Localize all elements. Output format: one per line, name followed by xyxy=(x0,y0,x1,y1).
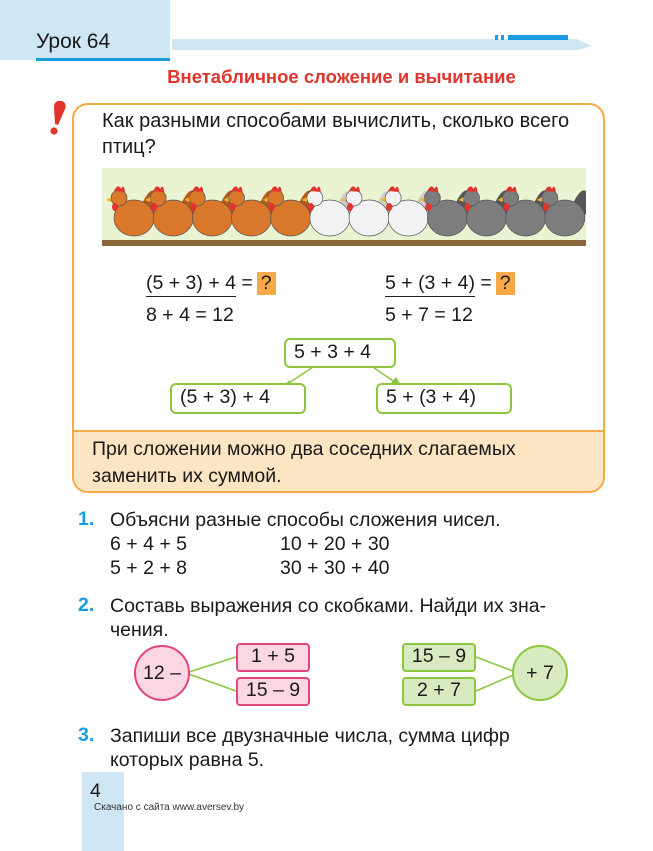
right-expr-question: ? xyxy=(496,272,515,295)
scheme-right-box: 5 + (3 + 4) xyxy=(376,383,512,414)
right-expr-line1: 5 + (3 + 4) xyxy=(385,272,475,297)
left-expr-eq: = xyxy=(241,272,253,294)
page-title: Внетабличное сложение и вычитание xyxy=(167,66,516,87)
right-expr-line2: 5 + 7 = 12 xyxy=(385,304,473,326)
task2-right-circle: + 7 xyxy=(526,662,554,684)
task2-text-cont: чения. xyxy=(110,619,169,641)
task2-number: 2. xyxy=(78,594,95,616)
right-expr-eq: = xyxy=(480,272,492,294)
task2-left-box-1: 1 + 5 xyxy=(236,643,310,672)
left-expr-line1: (5 + 3) + 4 xyxy=(146,272,236,297)
task2-right-box-2: 2 + 7 xyxy=(402,677,476,706)
task2-right-box-1: 15 – 9 xyxy=(402,643,476,672)
task1-number: 1. xyxy=(78,508,95,530)
left-expr-line2: 8 + 4 = 12 xyxy=(146,304,234,326)
task3-text-cont: которых равна 5. xyxy=(110,749,265,771)
scheme-left-box: (5 + 3) + 4 xyxy=(170,383,306,414)
task1-expr-1: 6 + 4 + 5 xyxy=(110,533,187,555)
lesson-label: Урок 64 xyxy=(36,30,111,53)
page-number: 4 xyxy=(90,780,101,802)
task3-number: 3. xyxy=(78,724,95,746)
scheme-top-box: 5 + 3 + 4 xyxy=(284,338,396,368)
task1-expr-2: 10 + 20 + 30 xyxy=(280,533,390,555)
task2-text: Составь выражения со скобками. Найди их зна- xyxy=(110,595,547,617)
task2-left-box-2: 15 – 9 xyxy=(236,677,310,706)
intro-question: Как разными способами вычислить, сколько всего птиц? xyxy=(102,110,570,158)
download-credit: Скачано с сайта www.aversev.by xyxy=(94,802,245,813)
rule-box: При сложении можно два соседних слагаемых заменить их суммой. xyxy=(74,430,603,491)
task1-expr-3: 5 + 2 + 8 xyxy=(110,557,187,579)
task2-left-circle: 12 – xyxy=(143,662,181,684)
task1-expr-4: 30 + 30 + 40 xyxy=(280,557,390,579)
task3-text: Запиши все двузначные числа, сумма цифр xyxy=(110,725,510,747)
task1-text: Объясни разные способы сложения чисел. xyxy=(110,509,501,531)
left-expr-question: ? xyxy=(257,272,276,295)
